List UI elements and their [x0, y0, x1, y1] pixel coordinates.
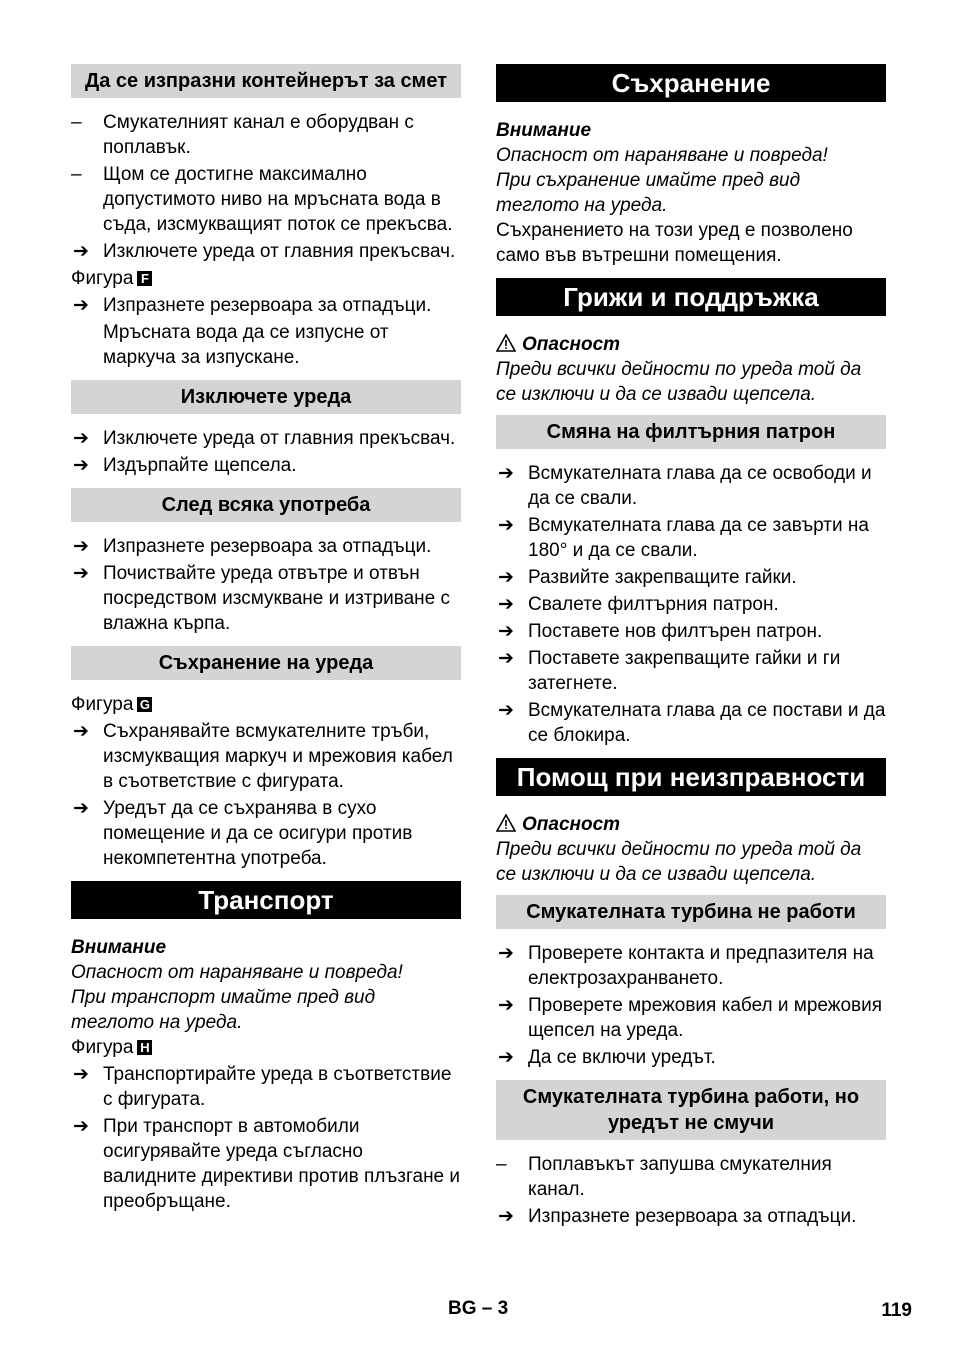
figure-letter: G — [137, 697, 152, 712]
arrow-icon: ➔ — [73, 536, 89, 557]
list-item: ➔ Проверете мрежовия кабел и мрежовия щепсел на уреда. — [498, 995, 883, 1041]
arrow-icon: ➔ — [73, 798, 89, 819]
list-item: ➔ Изпразнете резервоара за отпадъци. — [498, 1206, 857, 1227]
list-item: ➔ Развийте закрепващите гайки. — [498, 567, 797, 588]
dash-marker: – — [496, 1154, 507, 1175]
language-page-code: BG – 3 — [448, 1298, 509, 1319]
figure-reference: Фигура H — [71, 1035, 461, 1060]
list-item: ➔ Поставете закрепващите гайки и ги затегнете. — [498, 648, 841, 694]
figure-reference: Фигура G — [71, 692, 461, 717]
figure-letter: F — [137, 271, 152, 286]
danger-text: Преди всички дейности по уреда той да се изключи и да се извади щепсела. — [496, 359, 862, 405]
warning-heading: Внимание — [71, 937, 167, 958]
danger-heading: Опасност — [496, 332, 886, 357]
arrow-icon: ➔ — [498, 648, 514, 669]
arrow-icon: ➔ — [498, 594, 514, 615]
list-item: ➔ Изключете уреда от главния прекъсвач. — [73, 428, 456, 449]
section-heading: Изключете уреда — [71, 380, 461, 414]
section-heading: Смяна на филтърния патрон — [496, 415, 886, 449]
arrow-icon: ➔ — [498, 1047, 514, 1068]
arrow-icon: ➔ — [73, 428, 89, 449]
warning-text: Опасност от нараняване и повреда! — [71, 962, 403, 983]
arrow-icon: ➔ — [73, 1064, 89, 1085]
list-item: ➔ Всмукателната глава да се завърти на 180° и да се свали. — [498, 515, 869, 561]
arrow-icon: ➔ — [498, 621, 514, 642]
arrow-icon: ➔ — [73, 295, 89, 316]
list-item: ➔ Свалете филтърния патрон. — [498, 594, 779, 615]
warning-triangle-icon — [496, 814, 516, 832]
list-item: ➔ Изключете уреда от главния прекъсвач. — [73, 241, 456, 262]
arrow-icon: ➔ — [498, 463, 514, 484]
arrow-icon: ➔ — [498, 1206, 514, 1227]
section-heading: Съхранение на уреда — [71, 646, 461, 680]
figure-letter: H — [137, 1040, 152, 1055]
section-heading: Смукателната турбина работи, но уредът не смучи — [496, 1080, 886, 1140]
chapter-heading: Съхранение — [496, 64, 886, 102]
list-item: – Поплавъкът запушва смукателния канал. — [496, 1154, 832, 1200]
arrow-icon: ➔ — [498, 515, 514, 536]
list-item: ➔ Да се включи уредът. — [498, 1047, 716, 1068]
danger-heading: Опасност — [496, 812, 886, 837]
list-item: – Смукателният канал е оборудван с поплавък. — [71, 112, 414, 158]
list-item: ➔ Изпразнете резервоара за отпадъци. — [73, 536, 432, 557]
warning-text: При транспорт имайте пред вид теглото на уреда. — [71, 987, 376, 1033]
arrow-icon: ➔ — [73, 1116, 89, 1137]
list-item: ➔ При транспорт в автомобили осигурявайте уреда съгласно валидните директиви против плъзгане и преобръщане. — [73, 1116, 461, 1212]
warning-text: При съхранение имайте пред вид теглото на уреда. — [496, 170, 801, 216]
arrow-icon: ➔ — [498, 995, 514, 1016]
note-text: Мръсната вода да се изпусне от маркуча за изпускане. — [103, 322, 389, 368]
arrow-icon: ➔ — [498, 943, 514, 964]
right-column — [496, 64, 886, 1231]
chapter-heading: Грижи и поддръжка — [496, 278, 886, 316]
chapter-heading: Транспорт — [71, 881, 461, 919]
list-item: ➔ Поставете нов филтърен патрон. — [498, 621, 823, 642]
dash-marker: – — [71, 112, 82, 133]
list-item: ➔ Почиствайте уреда отвътре и отвън посредством изсмукване и изтриване с влажна кърпа. — [73, 563, 451, 634]
chapter-heading: Помощ при неизправности — [496, 758, 886, 796]
arrow-icon: ➔ — [498, 700, 514, 721]
arrow-icon: ➔ — [73, 241, 89, 262]
danger-text: Преди всички дейности по уреда той да се изключи и да се извади щепсела. — [496, 839, 862, 885]
list-item: ➔ Съхранявайте всмукателните тръби, изсмукващия маркуч и мрежовия кабел в съответствие с фигурата. — [73, 721, 453, 792]
list-item: ➔ Транспортирайте уреда в съответствие с фигурата. — [73, 1064, 452, 1110]
warning-text: Опасност от нараняване и повреда! — [496, 145, 828, 166]
page-number: 119 — [881, 1300, 912, 1321]
list-item: ➔ Всмукателната глава да се освободи и да се свали. — [498, 463, 872, 509]
arrow-icon: ➔ — [73, 721, 89, 742]
figure-reference: Фигура F — [71, 266, 461, 291]
list-item: ➔ Всмукателната глава да се постави и да се блокира. — [498, 700, 886, 746]
section-heading: Смукателната турбина не работи — [496, 895, 886, 929]
warning-heading: Внимание — [496, 120, 592, 141]
body-text: Съхранението на този уред е позволено само във вътрешни помещения. — [496, 220, 853, 266]
arrow-icon: ➔ — [73, 563, 89, 584]
left-column — [71, 64, 461, 1216]
list-item: ➔ Уредът да се съхранява в сухо помещение и да се осигури против некомпетентна употреба. — [73, 798, 413, 869]
list-item: – Щом се достигне максимално допустимото ниво на мръсната вода в съда, изсмукващият поток се прекъсва. — [71, 164, 453, 235]
arrow-icon: ➔ — [73, 455, 89, 476]
list-item: ➔ Изпразнете резервоара за отпадъци. — [73, 295, 432, 316]
dash-marker: – — [71, 164, 82, 185]
list-item: ➔ Издърпайте щепсела. — [73, 455, 297, 476]
list-item: ➔ Проверете контакта и предпазителя на електрозахранването. — [498, 943, 874, 989]
warning-triangle-icon — [496, 334, 516, 352]
section-heading: Да се изпразни контейнерът за смет — [71, 64, 461, 98]
section-heading: След всяка употреба — [71, 488, 461, 522]
arrow-icon: ➔ — [498, 567, 514, 588]
